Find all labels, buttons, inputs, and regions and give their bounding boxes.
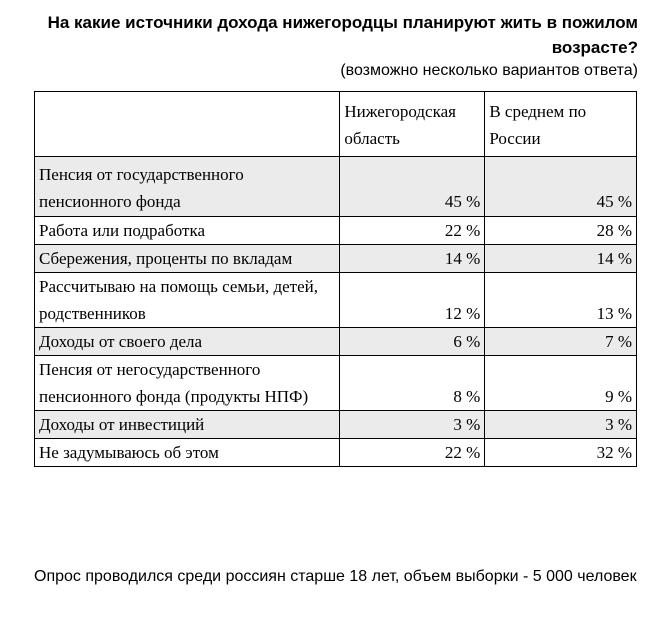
russia-value: 28 % xyxy=(485,217,637,245)
table-row xyxy=(35,356,637,411)
page-title: На какие источники дохода нижегородцы планируют жить в пожилом возрасте? xyxy=(47,13,638,57)
header-russia: В среднем по России xyxy=(485,92,637,157)
row-label: Не задумываюсь об этом xyxy=(35,439,340,467)
region-value: 22 % xyxy=(340,217,485,245)
region-value: 45 % xyxy=(340,157,485,217)
row-label: Работа или подработка xyxy=(35,217,340,245)
title-block xyxy=(38,10,638,82)
table-row xyxy=(35,411,637,439)
region-value: 8 % xyxy=(340,356,485,411)
header-region: Нижегородская область xyxy=(340,92,485,157)
russia-value: 45 % xyxy=(485,157,637,217)
region-value: 22 % xyxy=(340,439,485,467)
region-value: 14 % xyxy=(340,245,485,273)
region-value: 3 % xyxy=(340,411,485,439)
table-row xyxy=(35,439,637,467)
row-label: Доходы от инвестиций xyxy=(35,411,340,439)
russia-value: 9 % xyxy=(485,356,637,411)
page-subtitle: (возможно несколько вариантов ответа) xyxy=(340,62,638,79)
header-empty-cell xyxy=(35,92,340,157)
table-row xyxy=(35,328,637,356)
table-row xyxy=(35,245,637,273)
russia-value: 14 % xyxy=(485,245,637,273)
region-value: 12 % xyxy=(340,273,485,328)
region-value: 6 % xyxy=(340,328,485,356)
russia-value: 7 % xyxy=(485,328,637,356)
table-header-row xyxy=(35,92,637,157)
row-label: Пенсия от государственного пенсионного фонда xyxy=(35,157,340,217)
survey-table xyxy=(34,91,637,467)
russia-value: 32 % xyxy=(485,439,637,467)
russia-value: 13 % xyxy=(485,273,637,328)
row-label: Пенсия от негосударственного пенсионного фонда (продукты НПФ) xyxy=(35,356,340,411)
russia-value: 3 % xyxy=(485,411,637,439)
table-row xyxy=(35,157,637,217)
row-label: Рассчитываю на помощь семьи, детей, родственников xyxy=(35,273,340,328)
table-row xyxy=(35,273,637,328)
survey-footnote: Опрос проводился среди россиян старше 18 лет, объем выборки - 5 000 человек xyxy=(34,568,637,585)
row-label: Сбережения, проценты по вкладам xyxy=(35,245,340,273)
table-row xyxy=(35,217,637,245)
row-label: Доходы от своего дела xyxy=(35,328,340,356)
